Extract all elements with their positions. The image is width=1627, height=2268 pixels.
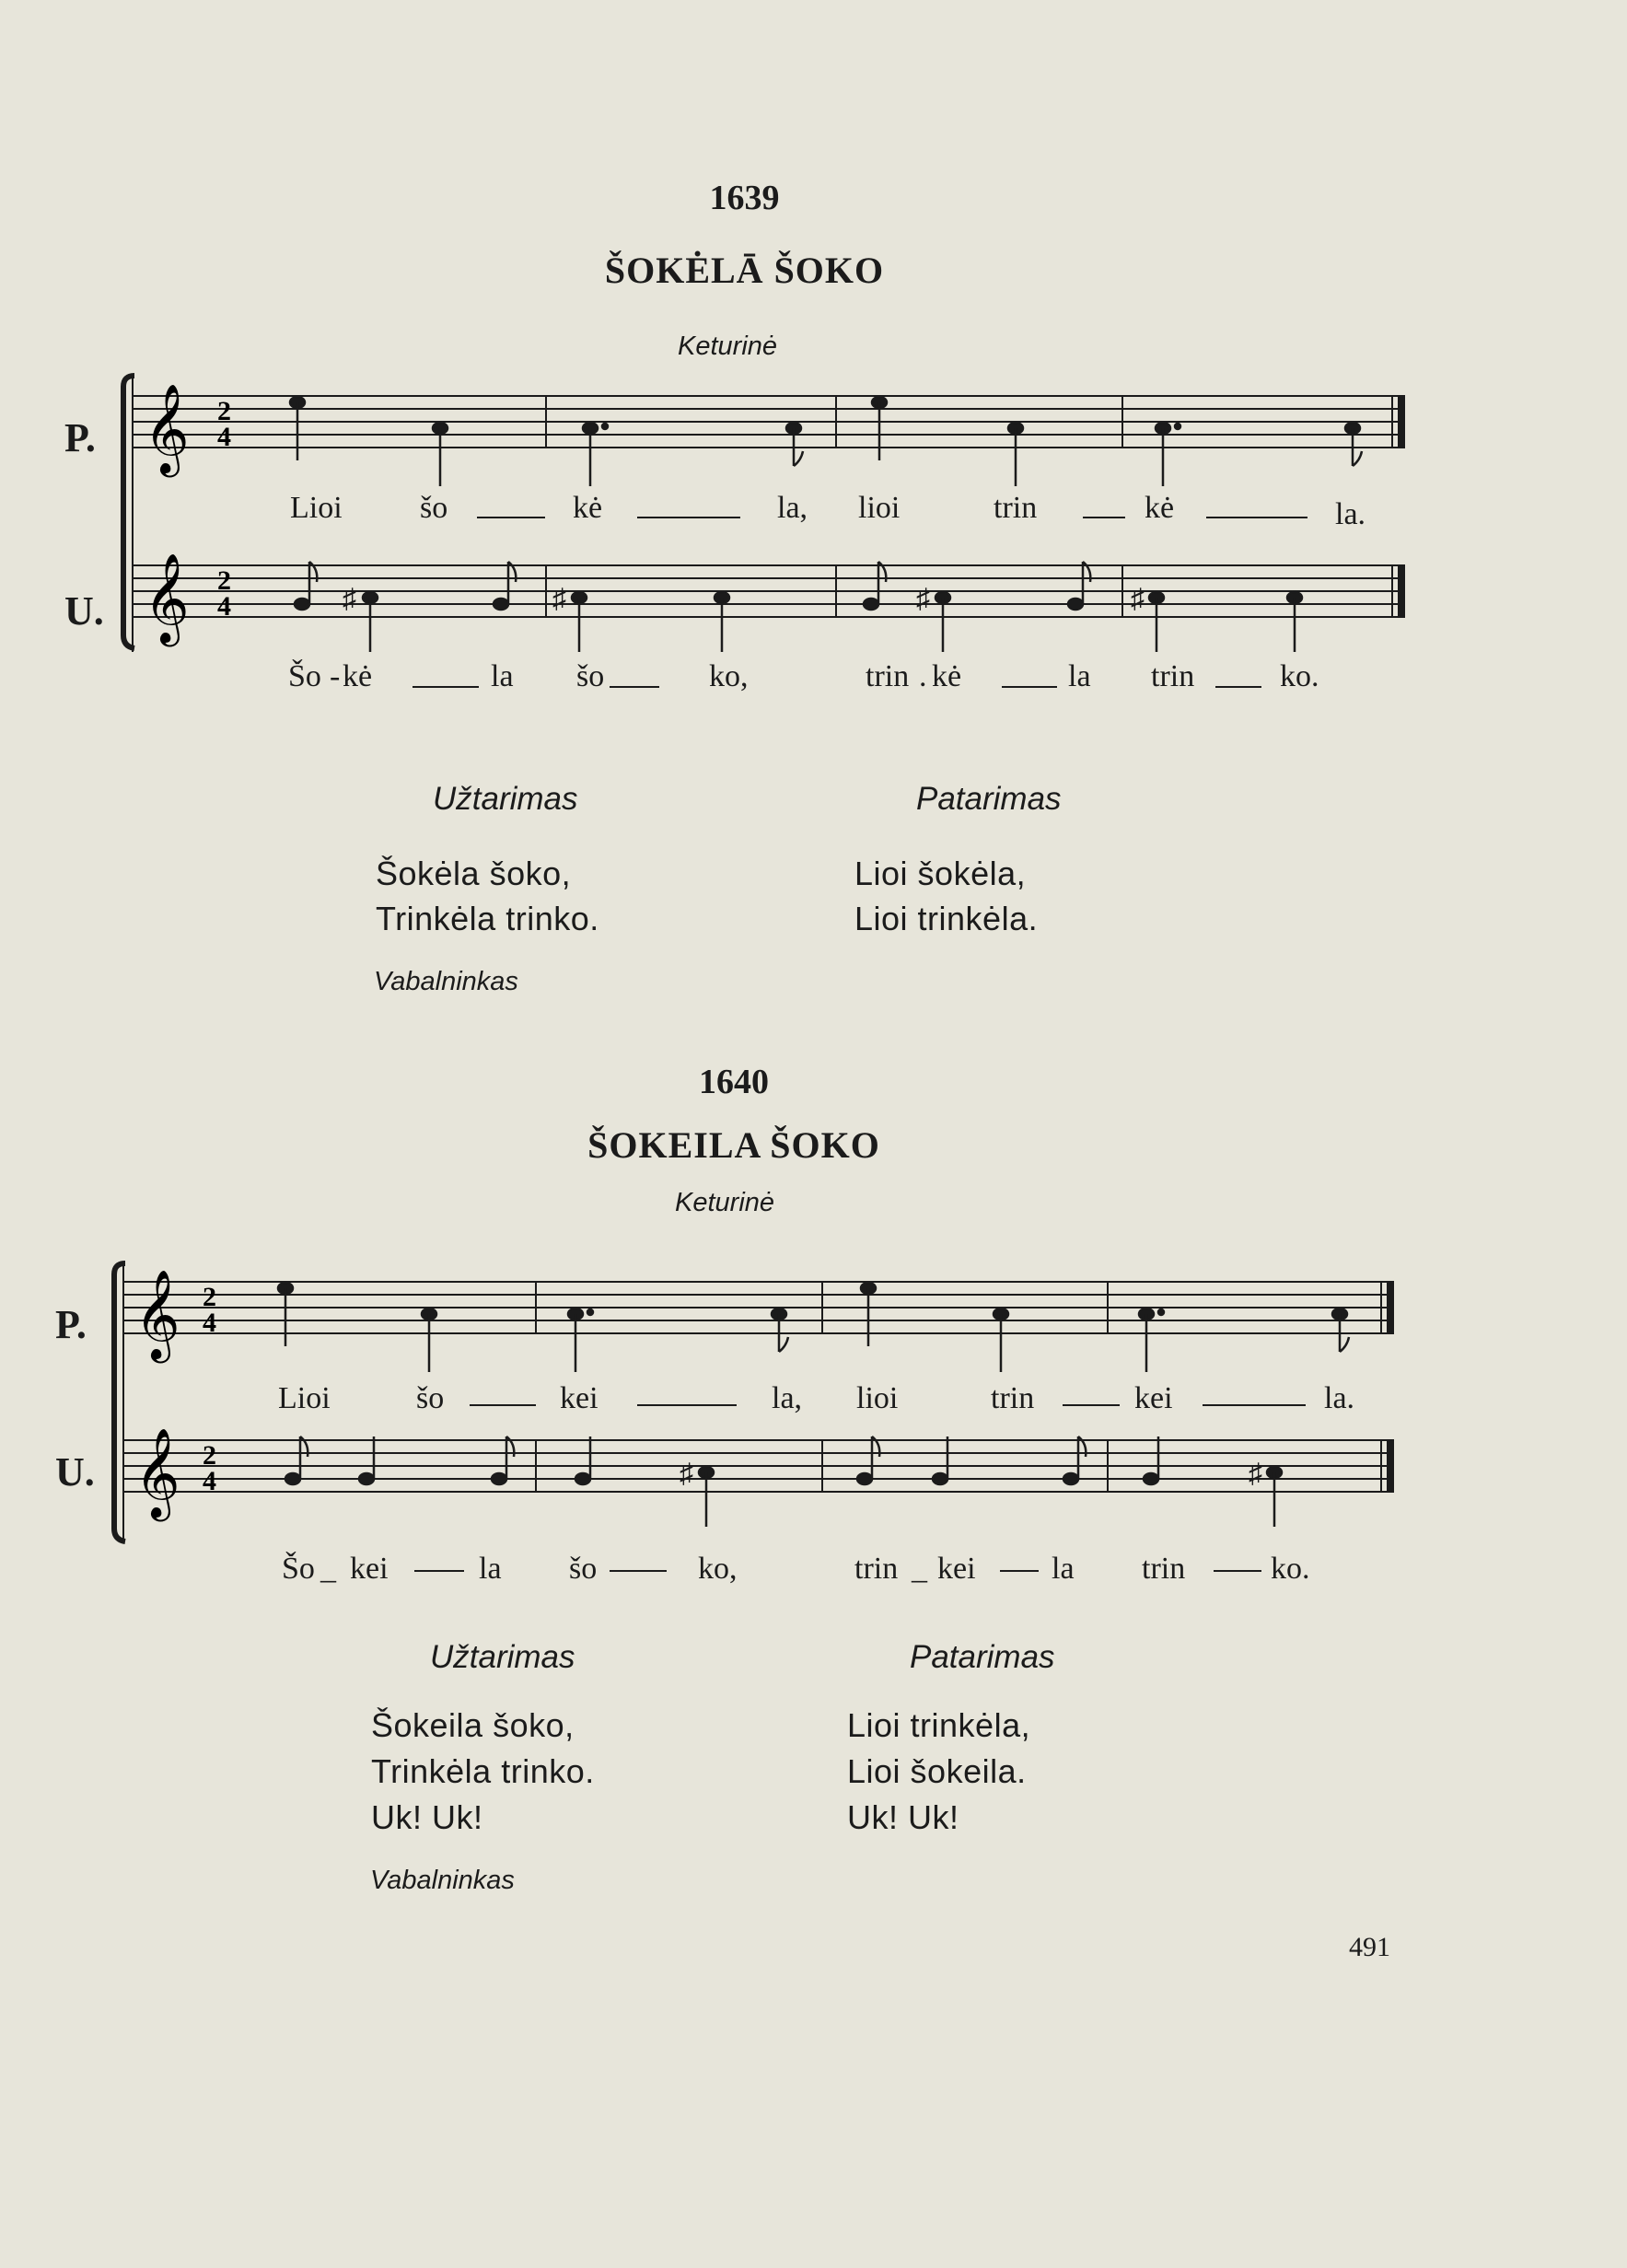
verse-heading-left: Užtarimas	[433, 781, 578, 817]
song-subtitle: Keturinė	[678, 331, 778, 361]
verse-line: Lioi trinkėla,	[847, 1706, 1031, 1744]
lyric-syllable: la	[1068, 659, 1091, 693]
lyric-syllable: kei	[350, 1552, 389, 1586]
lyric-syllable: Šo	[282, 1552, 315, 1586]
lyric-syllable: šo	[416, 1381, 445, 1415]
voice-label-upper: P.	[55, 1302, 87, 1347]
verse-line: Lioi trinkėla.	[854, 900, 1039, 937]
verse-line: Trinkėla trinko.	[371, 1752, 595, 1790]
svg-text:𝄞: 𝄞	[134, 1431, 180, 1517]
lyric-syllable: la,	[772, 1381, 803, 1415]
svg-text:4: 4	[217, 591, 231, 622]
lyric-syllable: ko.	[1271, 1552, 1310, 1586]
verse-line: Lioi šokeila.	[847, 1752, 1027, 1790]
lyric-syllable: trin	[1142, 1552, 1186, 1586]
verse-line: Uk! Uk!	[847, 1798, 959, 1836]
svg-text:2: 2	[217, 396, 231, 426]
svg-text:2: 2	[217, 565, 231, 596]
lyric-syllable: kei	[560, 1381, 599, 1415]
voice-label-lower: U.	[64, 588, 104, 634]
svg-text:𝄞: 𝄞	[144, 556, 190, 642]
song-number: 1640	[699, 1063, 769, 1101]
svg-text:♯: ♯	[1131, 584, 1145, 614]
lyric-syllable: trin	[854, 1552, 899, 1586]
lyric-syllable: ko,	[698, 1552, 738, 1586]
lyric-syllable: šo	[576, 659, 605, 693]
lyric-syllable: trin	[994, 491, 1038, 525]
lyric-syllable: la	[479, 1552, 502, 1586]
hyphen: -	[330, 659, 341, 693]
lyric-syllable: la.	[1335, 497, 1366, 531]
lyric-syllable: šo	[569, 1552, 598, 1586]
verse-line: Šokėla šoko,	[376, 855, 572, 892]
lyric-syllable: lioi	[856, 1381, 899, 1415]
svg-text:2: 2	[203, 1282, 216, 1312]
verse-line: Uk! Uk!	[371, 1798, 483, 1836]
lyric-syllable: lioi	[858, 491, 901, 525]
hyphen: .	[919, 659, 927, 693]
svg-text:4: 4	[203, 1466, 216, 1496]
lyric-syllable: ko,	[709, 659, 749, 693]
verse-heading-right: Patarimas	[916, 781, 1062, 817]
lyric-syllable: la,	[777, 491, 808, 525]
lyric-syllable: kė	[343, 659, 373, 693]
lyric-syllable: la.	[1324, 1381, 1355, 1415]
svg-text:4: 4	[217, 422, 231, 452]
lyric-syllable: trin	[866, 659, 910, 693]
song-origin-place: Vabalninkas	[370, 1866, 515, 1895]
svg-text:♯: ♯	[552, 584, 566, 614]
voice-label-upper: P.	[64, 415, 96, 460]
lyric-syllable: trin	[1151, 659, 1195, 693]
lyric-syllable: la	[491, 659, 514, 693]
lyric-syllable: ko.	[1280, 659, 1319, 693]
song-subtitle: Keturinė	[675, 1188, 775, 1217]
lyric-syllable: kė	[1145, 491, 1175, 525]
music-score	[0, 1252, 1627, 1602]
svg-text:♯: ♯	[343, 584, 356, 614]
music-score	[0, 359, 1627, 709]
hyphen: _	[912, 1552, 927, 1586]
lyric-syllable: kė	[932, 659, 962, 693]
lyric-syllable: Šo	[288, 659, 321, 693]
svg-text:♯: ♯	[680, 1459, 693, 1489]
lyric-syllable: la	[1052, 1552, 1075, 1586]
lyric-syllable: Lioi	[290, 491, 343, 525]
song-number: 1639	[709, 179, 780, 217]
verse-heading-right: Patarimas	[910, 1639, 1055, 1675]
svg-text:2: 2	[203, 1440, 216, 1471]
lyric-syllable: kei	[937, 1552, 976, 1586]
svg-text:4: 4	[203, 1308, 216, 1338]
svg-text:𝄞: 𝄞	[134, 1273, 180, 1358]
lyric-syllable: šo	[420, 491, 448, 525]
svg-text:♯: ♯	[916, 584, 930, 614]
hyphen: _	[320, 1552, 336, 1586]
lyric-syllable: kei	[1134, 1381, 1173, 1415]
verse-line: Trinkėla trinko.	[376, 900, 599, 937]
verse-heading-left: Užtarimas	[430, 1639, 575, 1675]
song-title: ŠOKEILA ŠOKO	[587, 1124, 880, 1166]
page-number: 491	[1349, 1932, 1390, 1962]
voice-label-lower: U.	[55, 1449, 95, 1495]
song-origin-place: Vabalninkas	[374, 967, 518, 996]
song-title: ŠOKĖLĀ ŠOKO	[604, 250, 885, 291]
verse-line: Šokeila šoko,	[371, 1706, 575, 1744]
svg-text:𝄞: 𝄞	[144, 387, 190, 472]
svg-text:♯: ♯	[1249, 1459, 1262, 1489]
lyric-syllable: trin	[991, 1381, 1035, 1415]
lyric-syllable: kė	[573, 491, 603, 525]
verse-line: Lioi šokėla,	[854, 855, 1027, 892]
lyric-syllable: Lioi	[278, 1381, 331, 1415]
